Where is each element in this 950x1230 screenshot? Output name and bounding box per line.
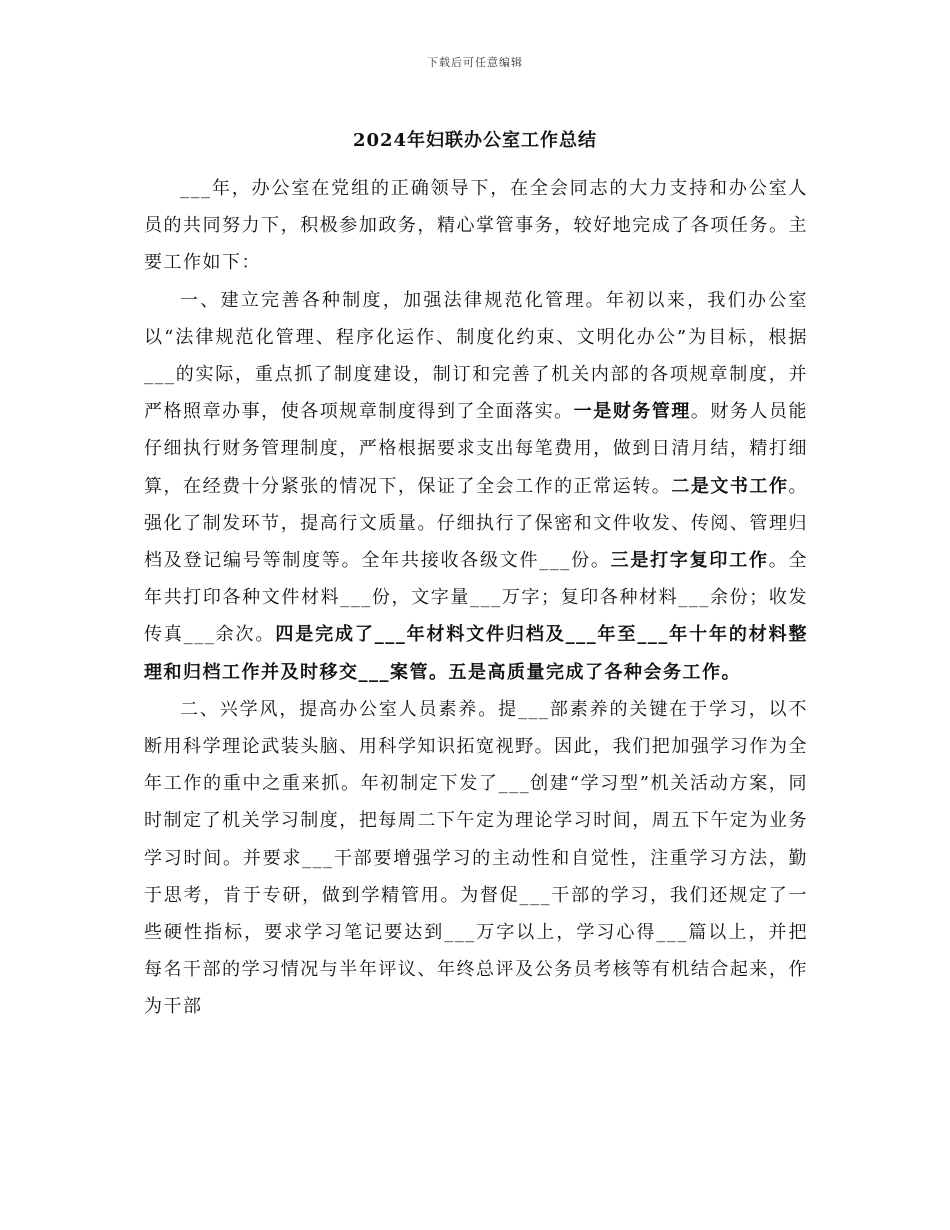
header-note: 下载后可任意编辑	[427, 56, 523, 69]
section-1-bold-archiving: 四是完成了___年材料文件归档及___年至___年十年的材料整理和归档工作并及时移交___案管。五是高质量完成了各种会务工作。	[144, 624, 809, 683]
section-1-bold-finance: 一是财务管理	[573, 401, 691, 423]
section-1-bold-printing: 三是打字复印工作	[610, 550, 769, 572]
document-title: 2024年妇联办公室工作总结	[352, 130, 598, 151]
paragraph-section-2: 二、兴学风，提高办公室人员素养。提___部素养的关键在于学习，以不断用科学理论武装头脑、用科学知识拓宽视野。因此，我们把加强学习作为全年工作的重中之重来抓。年初制定下发了___创建“学习型”机关活动方案，同时制定了机关学习制度，把每周二下午定为理论学习时间，周五下午定为业务学习时间。并要求___干部要增强学习的主动性和自觉性，注重学习方法，勤于思考，肯于专研，做到学精管用。为督促___干部的学习，我们还规定了一些硬性指标，要求学习笔记要达到___万字以上，学习心得___篇以上，并把每名干部的学习情况与半年评议、年终总评及公务员考核等有机结合起来，作为干部	[144, 698, 808, 1018]
paragraph-section-1	[144, 282, 808, 691]
paragraph-intro: ___年，办公室在党组的正确领导下，在全会同志的大力支持和办公室人员的共同努力下，积极参加政务，精心掌管事务，较好地完成了各项任务。主要工作如下：	[144, 178, 808, 274]
document-body	[144, 170, 808, 1026]
section-1-printing-text: 。全年共打印各种文件材料___份，文字量___万字；复印各种材料___余份；收发传真___余次。	[144, 550, 808, 646]
section-1-finance-text: 。财务人员能仔细执行财务管理制度，严格根据要求支出每笔费用，做到日清月结，精打细算，在经费十分紧张的情况下，保证了全会工作的正常运转。	[144, 401, 809, 497]
section-1-bold-documents: 二是文书工作	[671, 475, 789, 497]
section-1-text: 一、建立完善各种制度，加强法律规范化管理。年初以来，我们办公室以“法律规范化管理、程序化运作、制度化约束、文明化办公”为目标，根据___的实际，重点抓了制度建设，制订和完善了机关内部的各项规章制度，并严格照章办事，使各项规章制度得到了全面落实。	[144, 289, 808, 423]
section-1-documents-text: 。强化了制发环节，提高行文质量。仔细执行了保密和文件收发、传阅、管理归档及登记编号等制度等。全年共接收各级文件___份。	[144, 475, 809, 572]
